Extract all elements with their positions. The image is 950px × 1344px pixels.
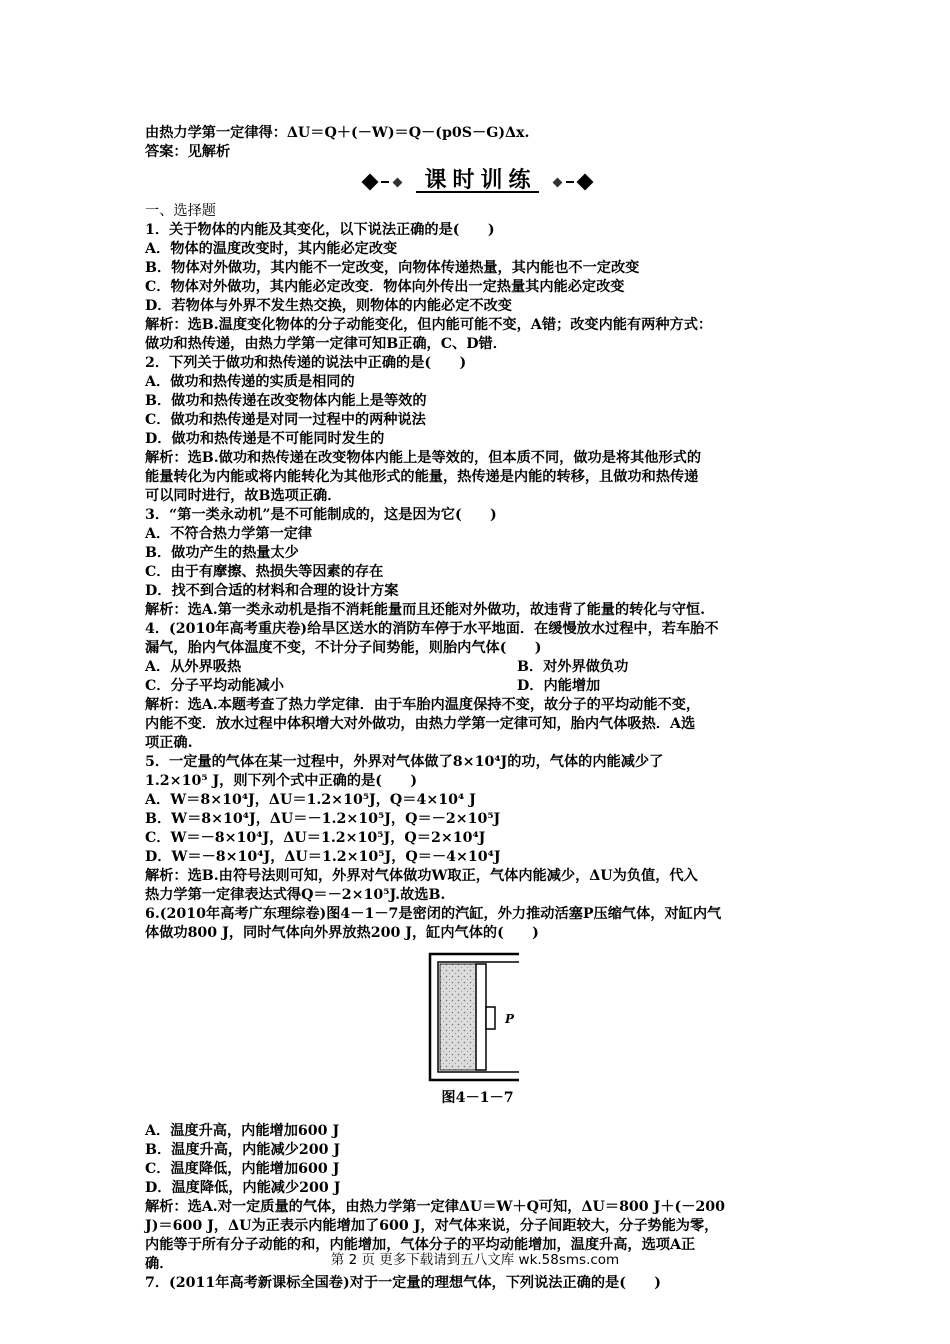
q2-option-a: A．做功和热传递的实质是相同的 bbox=[145, 374, 355, 390]
q5-option-b: B．W＝8×10⁴J，ΔU＝－1.2×10⁵J，Q＝－2×10⁵J bbox=[145, 811, 501, 827]
q5-explanation-2: 热力学第一定律表达式得Q＝－2×10⁵J.故选B. bbox=[145, 887, 446, 903]
dash-icon bbox=[566, 181, 574, 183]
q2-explanation-2: 能量转化为内能或将内能转化为其他形式的能量，热传递是内能的转移，且做功和热传递 bbox=[145, 469, 699, 485]
q3-option-d: D．找不到合适的材料和合理的设计方案 bbox=[145, 583, 399, 599]
q4-option-a: A．从外界吸热 bbox=[145, 659, 242, 675]
diamond-icon bbox=[362, 174, 379, 191]
piston-label: P bbox=[505, 1012, 515, 1026]
q4-options-cd bbox=[145, 677, 810, 696]
q2-explanation-3: 可以同时进行，故B选项正确． bbox=[145, 488, 342, 504]
q2-explanation-1: 解析：选B.做功和热传递在改变物体内能上是等效的，但本质不同，做功是将其他形式的 bbox=[145, 450, 702, 466]
q4-option-d: D．内能增加 bbox=[517, 678, 601, 694]
q1-option-b: B．物体对外做功，其内能不一定改变，向物体传递热量，其内能也不一定改变 bbox=[145, 260, 640, 276]
piston-rod bbox=[486, 1007, 495, 1029]
page-footer: 第 2 页 更多下载请到五八文库 wk.58sms.com bbox=[330, 1252, 620, 1268]
q6-explanation-3: 内能等于所有分子动能的和，内能增加，气体分子的平均动能增加，温度升高，选项A正 bbox=[145, 1237, 696, 1253]
q4-option-b: B．对外界做负功 bbox=[517, 659, 629, 675]
q6-stem-2: 体做功800 J，同时气体向外界放热200 J，缸内气体的( ) bbox=[145, 925, 539, 941]
q2-option-b: B．做功和热传递在改变物体内能上是等效的 bbox=[145, 393, 427, 409]
q5-stem-1: 5．一定量的气体在某一过程中，外界对气体做了8×10⁴J的功，气体的内能减少了 bbox=[145, 754, 664, 770]
figure-caption: 图4－1－7 bbox=[441, 1090, 514, 1106]
q6-option-b: B．温度升高，内能减少200 J bbox=[145, 1142, 341, 1158]
document-page bbox=[145, 124, 810, 1293]
dash-icon bbox=[381, 181, 389, 183]
q4-stem-2: 漏气，胎内气体温度不变，不计分子间势能，则胎内气体( ) bbox=[145, 640, 542, 656]
q2-option-c: C．做功和热传递是对同一过程中的两种说法 bbox=[145, 412, 426, 428]
q1-stem: 1．关于物体的内能及其变化，以下说法正确的是( ) bbox=[145, 222, 495, 238]
q5-option-c: C．W＝－8×10⁴J，ΔU＝1.2×10⁵J，Q＝2×10⁴J bbox=[145, 830, 486, 846]
banner-title: 课时训练 bbox=[416, 171, 538, 193]
q3-option-b: B．做功产生的热量太少 bbox=[145, 545, 299, 561]
q4-explanation-2: 内能不变．放水过程中体积增大对外做功，由热力学第一定律可知，胎内气体吸热．A选 bbox=[145, 716, 696, 732]
piston bbox=[476, 964, 486, 1070]
q6-option-a: A．温度升高，内能增加600 J bbox=[145, 1123, 340, 1139]
q6-stem-1: 6.(2010年高考广东理综卷)图4－1－7是密闭的汽缸，外力推动活塞P压缩气体，对缸内气 bbox=[145, 906, 722, 922]
q5-option-a: A．W＝8×10⁴J，ΔU＝1.2×10⁵J，Q＝4×10⁴ J bbox=[145, 792, 476, 808]
q4-stem-1: 4．(2010年高考重庆卷)给旱区送水的消防车停于水平地面．在缓慢放水过程中，若车胎不 bbox=[145, 621, 719, 637]
q3-stem: 3．“第一类永动机”是不可能制成的，这是因为它( ) bbox=[145, 507, 497, 523]
lesson-banner bbox=[145, 162, 810, 202]
q2-option-d: D．做功和热传递是不可能同时发生的 bbox=[145, 431, 385, 447]
cylinder-diagram bbox=[427, 951, 527, 1083]
q4-options-ab bbox=[145, 658, 810, 677]
q1-option-c: C．物体对外做功，其内能必定改变．物体向外传出一定热量其内能必定改变 bbox=[145, 279, 625, 295]
small-diamond-icon bbox=[552, 177, 562, 187]
q7-stem: 7．(2011年高考新课标全国卷)对于一定量的理想气体，下列说法正确的是( ) bbox=[145, 1275, 662, 1291]
q6-explanation-1: 解析：选A.对一定质量的气体，由热力学第一定律ΔU＝W＋Q可知，ΔU＝800 J＋(－200 bbox=[145, 1199, 726, 1215]
section-heading: 一、选择题 bbox=[145, 203, 216, 219]
diamond-icon bbox=[576, 174, 593, 191]
q6-explanation-4: 确． bbox=[145, 1256, 174, 1272]
q5-stem-2: 1.2×10⁵ J，则下列个式中正确的是( ) bbox=[145, 773, 418, 789]
q6-option-c: C．温度降低，内能增加600 J bbox=[145, 1161, 340, 1177]
small-diamond-icon bbox=[393, 177, 403, 187]
q4-explanation-1: 解析：选A.本题考查了热力学定律．由于车胎内温度保持不变，故分子的平均动能不变， bbox=[145, 697, 701, 713]
q2-stem: 2．下列关于做功和热传递的说法中正确的是( ) bbox=[145, 355, 467, 371]
q1-option-a: A．物体的温度改变时，其内能必定改变 bbox=[145, 241, 398, 257]
cylinder-figure bbox=[145, 951, 810, 1086]
q6-option-d: D．温度降低，内能减少200 J bbox=[145, 1180, 341, 1196]
q4-option-c: C．分子平均动能减小 bbox=[145, 678, 284, 694]
q3-option-c: C．由于有摩擦、热损失等因素的存在 bbox=[145, 564, 384, 580]
q6-explanation-2: J)＝600 J，ΔU为正表示内能增加了600 J，对气体来说，分子间距较大，分子势能为零， bbox=[145, 1218, 719, 1234]
q1-explanation-1: 解析：选B.温度变化物体的分子动能变化，但内能可能不变，A错；改变内能有两种方式： bbox=[145, 317, 713, 333]
law-line: 由热力学第一定律得：ΔU＝Q＋(－W)＝Q－(p0S－G)Δx. bbox=[145, 125, 530, 141]
q1-option-d: D．若物体与外界不发生热交换，则物体的内能必定不改变 bbox=[145, 298, 512, 314]
q5-option-d: D．W＝－8×10⁴J，ΔU＝1.2×10⁵J，Q＝－4×10⁴J bbox=[145, 849, 501, 865]
q3-option-a: A．不符合热力学第一定律 bbox=[145, 526, 313, 542]
answer-line: 答案：见解析 bbox=[145, 144, 231, 160]
q1-explanation-2: 做功和热传递，由热力学第一定律可知B正确，C、D错． bbox=[145, 336, 507, 352]
q3-explanation-1: 解析：选A.第一类永动机是指不消耗能量而且还能对外做功，故违背了能量的转化与守恒. bbox=[145, 602, 706, 618]
gas-region bbox=[440, 964, 476, 1070]
q5-explanation-1: 解析：选B.由符号法则可知，外界对气体做功W取正，气体内能减少，ΔU为负值，代入 bbox=[145, 868, 698, 884]
q4-explanation-3: 项正确. bbox=[145, 735, 193, 751]
